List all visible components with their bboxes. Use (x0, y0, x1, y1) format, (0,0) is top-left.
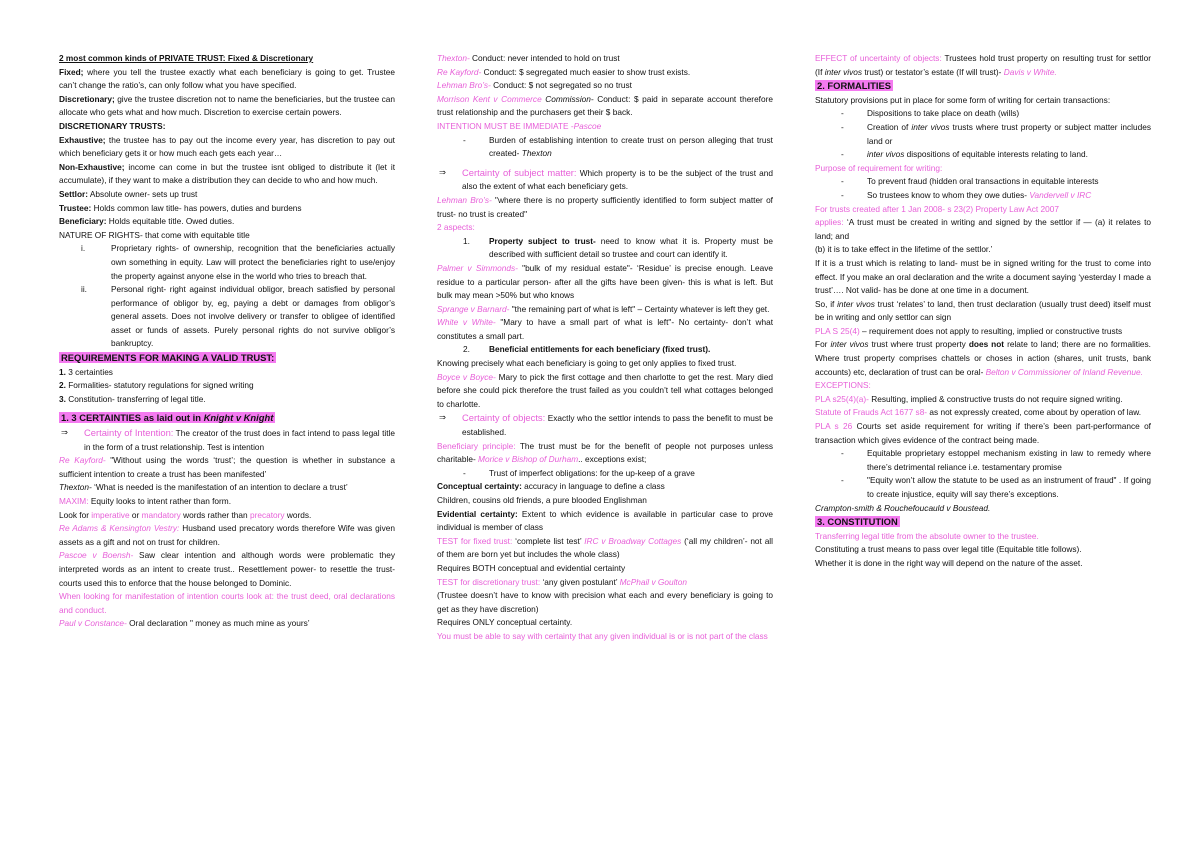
case-boyce: Boyce v Boyce- Mary to pick the first cottage and then charlotte to get the rest. Mary died before she could pick therefore the trust failed as you couldn’t tell what cottages belonged to charlotte. (437, 371, 773, 409)
case-re-adams: Re Adams & Kensington Vestry: Husband used precatory words therefore Wife was given assets as a gift and not on trust for children. (59, 523, 395, 547)
requirements-heading: REQUIREMENTS FOR MAKING A VALID TRUST: (61, 352, 275, 364)
exhaustive-paragraph: Exhaustive; the trustee has to pay out the income every year, has discretion to pay out which beneficiary gets it or how much each gets each year… (59, 134, 395, 159)
test-discretionary-trust: TEST for discretionary trust: ‘any given postulant’ McPhail v Goulton (437, 576, 687, 587)
land-trust-note: If it is a trust which is relating to land- must be in signed writing for the trust to come into effect. If you make an oral declaration and the write a document saying ‘yesterday I made a trust’…. Not valid- has be done at one time in a document. (815, 257, 1151, 296)
settlor-line: Settlor: Absolute owner- sets up trust (59, 188, 198, 199)
case-pascoe: Pascoe v Boensh- Saw clear intention and although words were problematic they interpreted words as an intent to create trust.. Resettlement power- to resettle the trust- courts used this to enforce that the house belonged to Dominic. (59, 550, 395, 588)
private-trust-heading: 2 most common kinds of PRIVATE TRUST: Fixed & Discretionary (59, 53, 314, 63)
effect-uncertainty: EFFECT of uncertainty of objects: Trustees hold trust property on resulting trust for settlor (If inter vivos trust) or testator’s estate (If will trust)- Davis v White. (815, 53, 1151, 77)
non-exhaustive-paragraph: Non-Exhaustive; income can come in but the trustee isnt obliged to distribute it (let it accumulate), if they want to make a distribution they can decide to who and how much. (59, 161, 395, 186)
aspect-2: 2. Beneficial entitlements for each beneficiary (fixed trust). (463, 344, 711, 355)
discretionary-paragraph: Discretionary; give the trustee discretion not to name the beneficiaries, but the trustee can allocate who gets what and how much. Discretion to exercise certain powers. (59, 93, 395, 118)
certainty-of-intention: ⇒ Certainty of Intention: The creator of the trust does in fact intend to pass legal title in the form of a trust relationship. Test is intention (61, 427, 395, 452)
requirement-1: 1. 3 certainties (59, 366, 113, 377)
case-sprange: Sprange v Barnard- "the remaining part of what is left" – Certainty whatever is left they get. (437, 303, 770, 314)
burden-list-item: - Burden of establishing intention to create trust on person alleging that trust created- Thexton (463, 134, 773, 159)
pla-26: PLA s 26 Courts set aside requirement for writing if there’s been part-performance of transaction which gives evidence of the contract being made. (815, 421, 1151, 445)
constituting-note: Constituting a trust means to pass over legal title (Equitable title follows). (815, 544, 1082, 555)
requires-only: Requires ONLY conceptual certainty. (437, 617, 573, 628)
whether-note: Whether it is done in the right way will depend on the nature of the asset. (815, 557, 1083, 568)
purpose-heading: Purpose of requirement for writing: (815, 162, 943, 173)
manifestation-note: When looking for manifestation of intention courts look at: the trust deed, oral declarations and conduct. (59, 591, 395, 615)
case-palmer: Palmer v Simmonds- "bulk of my residual estate"- ‘Residue’ is precise enough. Leave residue to a particular person- after all the gifts have been given- this is what is left. But bulk may mean >50% but who knows (437, 262, 773, 301)
discretionary-trusts-heading: DISCRETIONARY TRUSTS: (59, 120, 166, 131)
formality-item-1: - Dispositions to take place on death (wills) (841, 108, 1020, 119)
case-paul-v-constance: Paul v Constance- Oral declaration " money as much mine as yours’ (59, 618, 310, 629)
maxim-line: MAXIM: Equity looks to intent rather than form. (59, 496, 232, 506)
case-lehman-conduct: Lehman Bro’s- Conduct: $ not segregated so no trust (437, 80, 632, 91)
look-for-line: Look for imperative or mandatory words rather than precatory words. (59, 509, 312, 520)
fixed-paragraph: Fixed; where you tell the trustee exactly what each beneficiary is going to get. Trustee can’t change the ratio’s, can only follow what you have specified. (59, 66, 395, 91)
must-say-note: You must be able to say with certainty that any given individual is or is not part of the class (437, 630, 768, 641)
certainty-of-objects: ⇒ Certainty of objects: Exactly who the settlor intends to pass the benefit to must be established. (439, 412, 773, 438)
so-if-note: So, if inter vivos trust ‘relates’ to land, then trust declaration (usually trust deed) itself must be in writing and only settlor can sign (815, 298, 1151, 323)
exception-item-1: - Equitable proprietary estoppel mechanism existing in law to remedy where there’s detrimental reliance i.e. testamentary promise (841, 448, 1151, 472)
trusts-created-after: For trusts created after 1 Jan 2008- s 23(2) Property Law Act 2007 (815, 203, 1059, 214)
pla-25-4-a: PLA s25(4)(a)- Resulting, implied & constructive trusts do not require signed writing. (815, 393, 1123, 404)
requires-both: Requires BOTH conceptual and evidential certainty (437, 562, 626, 573)
test-fixed-trust: TEST for fixed trust: ‘complete list test’ IRC v Broadway Cottages (‘all my children’- not all of them are born yet but includes the whole class) (437, 535, 773, 560)
case-lehman-subject: Lehman Bro’s- "where there is no property sufficiently identified to form subject matter of trust- no trust is created" (437, 194, 773, 219)
children-examples: Children, cousins old friends, a pure blooded Englishman (437, 495, 647, 505)
certainties-heading: 1. 3 CERTAINTIES as laid out in Knight v Knight (61, 412, 274, 424)
beneficiary-principle: Beneficiary principle: The trust must be for the benefit of people not purposes unless charitable- Morice v Bishop of Durham.. exceptions exist; (437, 440, 773, 465)
aspect-1: 1. Property subject to trust- need to know what it is. Property must be described with sufficient detail so trustee and court can identify it. (463, 235, 773, 260)
statute-of-frauds: Statute of Frauds Act 1677 s8- as not expressly created, come about by operation of law. (815, 407, 1142, 418)
requirement-3: 3. Constitution- transferring of legal title. (59, 393, 206, 404)
case-re-kayford: Re Kayford- "Without using the words ‘trust’; the question is whether in substance a sufficient intention to create a trust has been manifested’ (59, 455, 395, 479)
statutory-provisions: Statutory provisions put in place for some form of writing for certain transactions: (815, 94, 1111, 105)
knowing-precisely: Knowing precisely what each beneficiary is going to get only applies to fixed trust. (437, 358, 737, 369)
beneficiary-line: Beneficiary: Holds equitable title. Owed duties. (59, 216, 235, 227)
case-crampton-smith: Crampton-smith & Rouchefoucauld v Boustead. (815, 502, 991, 513)
formality-item-2: - Creation of inter vivos trusts where trust property or subject matter includes land or (841, 121, 1151, 146)
list-item-personal: ii. Personal right- right against individual obligor, breach satisfied by personal performance of obligor by, eg, paying a debt or damages from obligor’s general assets. Does not involve delivery or transfer to obligee of identified asset or funds of assets. Purely personal rights do not survive obligor’s bankruptcy. (81, 284, 395, 349)
exception-item-2: - "Equity won’t allow the statute to be used as an instrument of fraud" . If going to create injustice, equity will say there’s exceptions. (841, 475, 1151, 499)
conceptual-certainty: Conceptual certainty: accuracy in language to define a class (437, 481, 665, 492)
column-right (815, 52, 1151, 571)
formalities-heading: 2. FORMALITIES (817, 80, 891, 92)
exceptions-heading: EXCEPTIONS: (815, 380, 871, 391)
case-white: White v White- "Mary to have a small part of what is left"- No certainty- don’t what constitutes a small part. (437, 317, 773, 341)
case-kayford-conduct: Re Kayford- Conduct: $ segregated much easier to show trust exists. (437, 66, 691, 77)
case-morrison-kent: Morrison Kent v Commerce Commission- Conduct: $ paid in separate account therefore trust relationship and the purchasers get their $ back. (437, 93, 773, 118)
inter-vivos-not-land: For inter vivos trust where trust property does not relate to land; there are no formalities. Where trust property comprises chattels or choses in action (shares, unit trusts, bank accounts) etc, declaration of trust can be oral- Belton v Commissioner of Inland Revenue. (815, 339, 1151, 377)
section-b: (b) it is to take effect in the lifetime of the settlor.’ (815, 244, 993, 255)
two-aspects-label: 2 aspects: (437, 222, 475, 233)
transferring-legal-title: Transferring legal title from the absolute owner to the trustee. (815, 530, 1039, 541)
purpose-item-1: - To prevent fraud (hidden oral transactions in equitable interests (841, 176, 1099, 187)
certainty-of-subject-matter: ⇒ Certainty of subject matter: Which property is to be the subject of the trust and also the extent of what each beneficiary gets. (439, 166, 773, 192)
pla-25-4: PLA S 25(4) – requirement does not apply to resulting, implied or constructive trusts (815, 325, 1123, 336)
section-applies: applies: ‘A trust must be created in writing and signed by the settlor if — (a) it relates to land; and (815, 217, 1151, 241)
trustee-note: (Trustee doesn’t have to know with precision what each and every beneficiary is going to get as they have discretion) (437, 590, 773, 614)
case-thexton: Thexton- ‘What is needed is the manifestation of an intention to declare a trust’ (59, 482, 348, 493)
nature-of-rights-line: NATURE OF RIGHTS- that come with equitable title (59, 229, 250, 240)
constitution-heading: 3. CONSTITUTION (817, 516, 898, 528)
trustee-line: Trustee: Holds common law title- has powers, duties and burdens (59, 202, 302, 213)
formality-item-3: - inter vivos dispositions of equitable interests relating to land. (841, 149, 1088, 160)
intention-immediate-line: INTENTION MUST BE IMMEDIATE -Pascoe (437, 120, 602, 131)
column-left (59, 52, 395, 631)
case-thexton-conduct: Thexton- Conduct: never intended to hold on trust (437, 53, 620, 63)
column-middle (437, 52, 773, 644)
imperfect-obligations-item: - Trust of imperfect obligations: for the up-keep of a grave (463, 467, 695, 478)
evidential-certainty: Evidential certainty: Extent to which evidence is available in particular case to prove individual is member of class (437, 508, 773, 533)
purpose-item-2: - So trustees know to whom they owe duties- Vandervell v IRC (841, 189, 1092, 200)
requirement-2: 2. Formalities- statutory regulations for signed writing (59, 380, 254, 391)
list-item-proprietary: i. Proprietary rights- of ownership, recognition that the beneficiaries actually own something in equity. Law will protect the beneficiaries right to use/enjoy the property against anyone else in the world who tries to breach that. (81, 243, 395, 281)
